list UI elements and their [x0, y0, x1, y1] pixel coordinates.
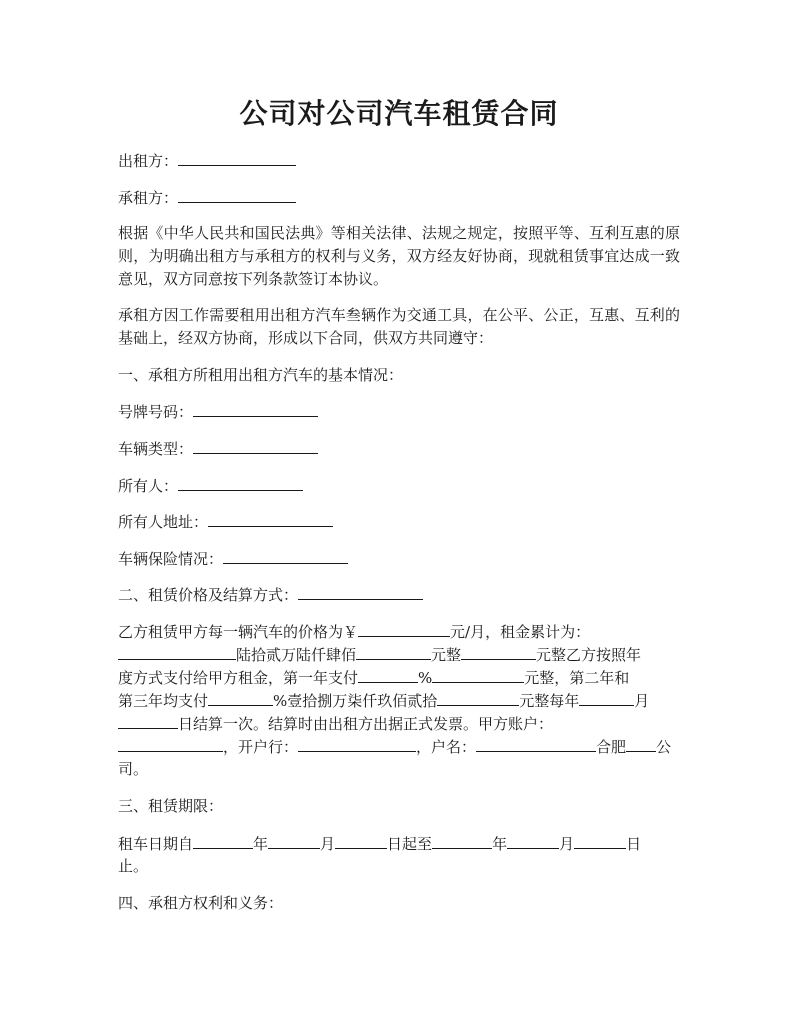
end-month-blank	[507, 832, 559, 849]
monthly-price-blank	[358, 620, 450, 637]
third-year-text: 第三年均支付	[118, 692, 209, 710]
owner-address-label: 所有人地址：	[118, 513, 209, 531]
price-line-6	[118, 735, 671, 759]
start-year-unit: 年	[253, 835, 269, 853]
first-year-text: 度方式支付给甲方租金，第一年支付	[118, 669, 359, 687]
settle-day-blank	[118, 712, 178, 729]
lessor-line	[118, 149, 296, 173]
month-text: 月	[634, 692, 650, 710]
start-year-blank	[193, 832, 253, 849]
total-rent-blank-3	[461, 643, 536, 660]
vehicle-type-label: 车辆类型：	[118, 440, 194, 458]
end-day-unit: 日	[626, 835, 642, 853]
lessee-label: 承租方：	[118, 189, 179, 207]
company-blank	[626, 735, 656, 752]
price-line-4	[118, 689, 649, 713]
total-rent-blank-2	[356, 643, 431, 660]
account-name-blank	[476, 735, 596, 752]
intro-paragraph: 根据《中华人民共和国民法典》等相关法律、法规之规定，按照平等、互利互惠的原则，为明确出租方与承租方的权利与义务，双方经友好协商，现就租赁事宜达成一致意见，双方同意按下列条款签订本协议。	[118, 224, 680, 288]
section1-heading: 一、承租方所租用出租方汽车的基本情况：	[118, 366, 404, 384]
price-line-2	[118, 643, 641, 667]
period-line-2: 止。	[118, 857, 149, 875]
total-rent-blank	[118, 643, 236, 660]
lessor-blank	[178, 149, 296, 166]
total-rent-unit: 元整	[431, 646, 462, 664]
section2-heading: 二、租赁价格及结算方式：	[118, 586, 299, 604]
end-date-text: 日起至	[387, 835, 433, 853]
second-year-text: 元整，第二年和	[524, 669, 630, 687]
lessee-blank	[178, 186, 296, 203]
owner-address-blank	[208, 510, 333, 527]
start-day-blank	[335, 832, 387, 849]
period-line-1	[118, 832, 641, 856]
lessor-label: 出租方：	[118, 152, 179, 170]
vehicle-type-line	[118, 437, 318, 461]
vehicle-type-blank	[193, 437, 318, 454]
plate-label: 号牌号码：	[118, 403, 194, 421]
payment-mode-text: 元整乙方按照年	[536, 646, 642, 664]
insurance-line	[118, 547, 348, 571]
owner-line	[118, 474, 303, 498]
bank-label: ，开户行：	[223, 738, 299, 756]
price-line-7: 司。	[118, 760, 149, 778]
section2-heading-line	[118, 583, 423, 607]
first-year-amount-blank	[432, 666, 524, 683]
account-name-label: ，户名：	[416, 738, 477, 756]
end-year-blank	[432, 832, 492, 849]
price-line-1	[118, 620, 590, 644]
section3-heading: 三、租赁期限：	[118, 797, 224, 815]
owner-blank	[178, 474, 303, 491]
settlement-text: 日结算一次。结算时由出租方出据正式发票。甲方账户：	[178, 715, 554, 733]
city-text: 合肥	[596, 738, 627, 756]
start-date-text: 租车日期自	[118, 835, 194, 853]
third-year-percent-blank	[208, 689, 273, 706]
percent-sign: %	[418, 669, 433, 687]
price-line-3	[118, 666, 629, 690]
total-rent-text: 陆拾贰万陆仟肆佰	[236, 646, 357, 664]
purpose-paragraph: 承租方因工作需要租用出租方汽车叁辆作为交通工具，在公平、公正，互惠、互利的基础上，经双方协商，形成以下合同，供双方共同遵守：	[118, 306, 680, 347]
end-month-unit: 月	[559, 835, 575, 853]
section4-heading: 四、承租方权利和义务：	[118, 894, 284, 912]
owner-label: 所有人：	[118, 477, 179, 495]
end-year-unit: 年	[492, 835, 508, 853]
document-title: 公司对公司汽车租赁合同	[239, 97, 559, 130]
account-blank	[118, 735, 223, 752]
section2-blank	[298, 583, 423, 600]
start-month-blank	[268, 832, 320, 849]
start-month-unit: 月	[320, 835, 336, 853]
yearly-text: 元整每年	[519, 692, 580, 710]
end-day-blank	[574, 832, 626, 849]
plate-blank	[193, 400, 318, 417]
bank-blank	[298, 735, 416, 752]
third-year-amount-text: %壹拾捌万柒仟玖佰贰拾	[273, 692, 438, 710]
first-year-percent-blank	[358, 666, 418, 683]
insurance-blank	[223, 547, 348, 564]
price-line-5	[118, 712, 553, 736]
plate-line	[118, 400, 318, 424]
insurance-label: 车辆保险情况：	[118, 550, 224, 568]
price-unit-text: 元/月，租金累计为：	[450, 623, 591, 641]
settle-month-blank	[579, 689, 634, 706]
price-text: 乙方租赁甲方每一辆汽车的价格为￥	[118, 623, 359, 641]
lessee-line	[118, 186, 296, 210]
company-text: 公	[656, 738, 672, 756]
third-year-amount-blank	[437, 689, 519, 706]
owner-address-line	[118, 510, 333, 534]
